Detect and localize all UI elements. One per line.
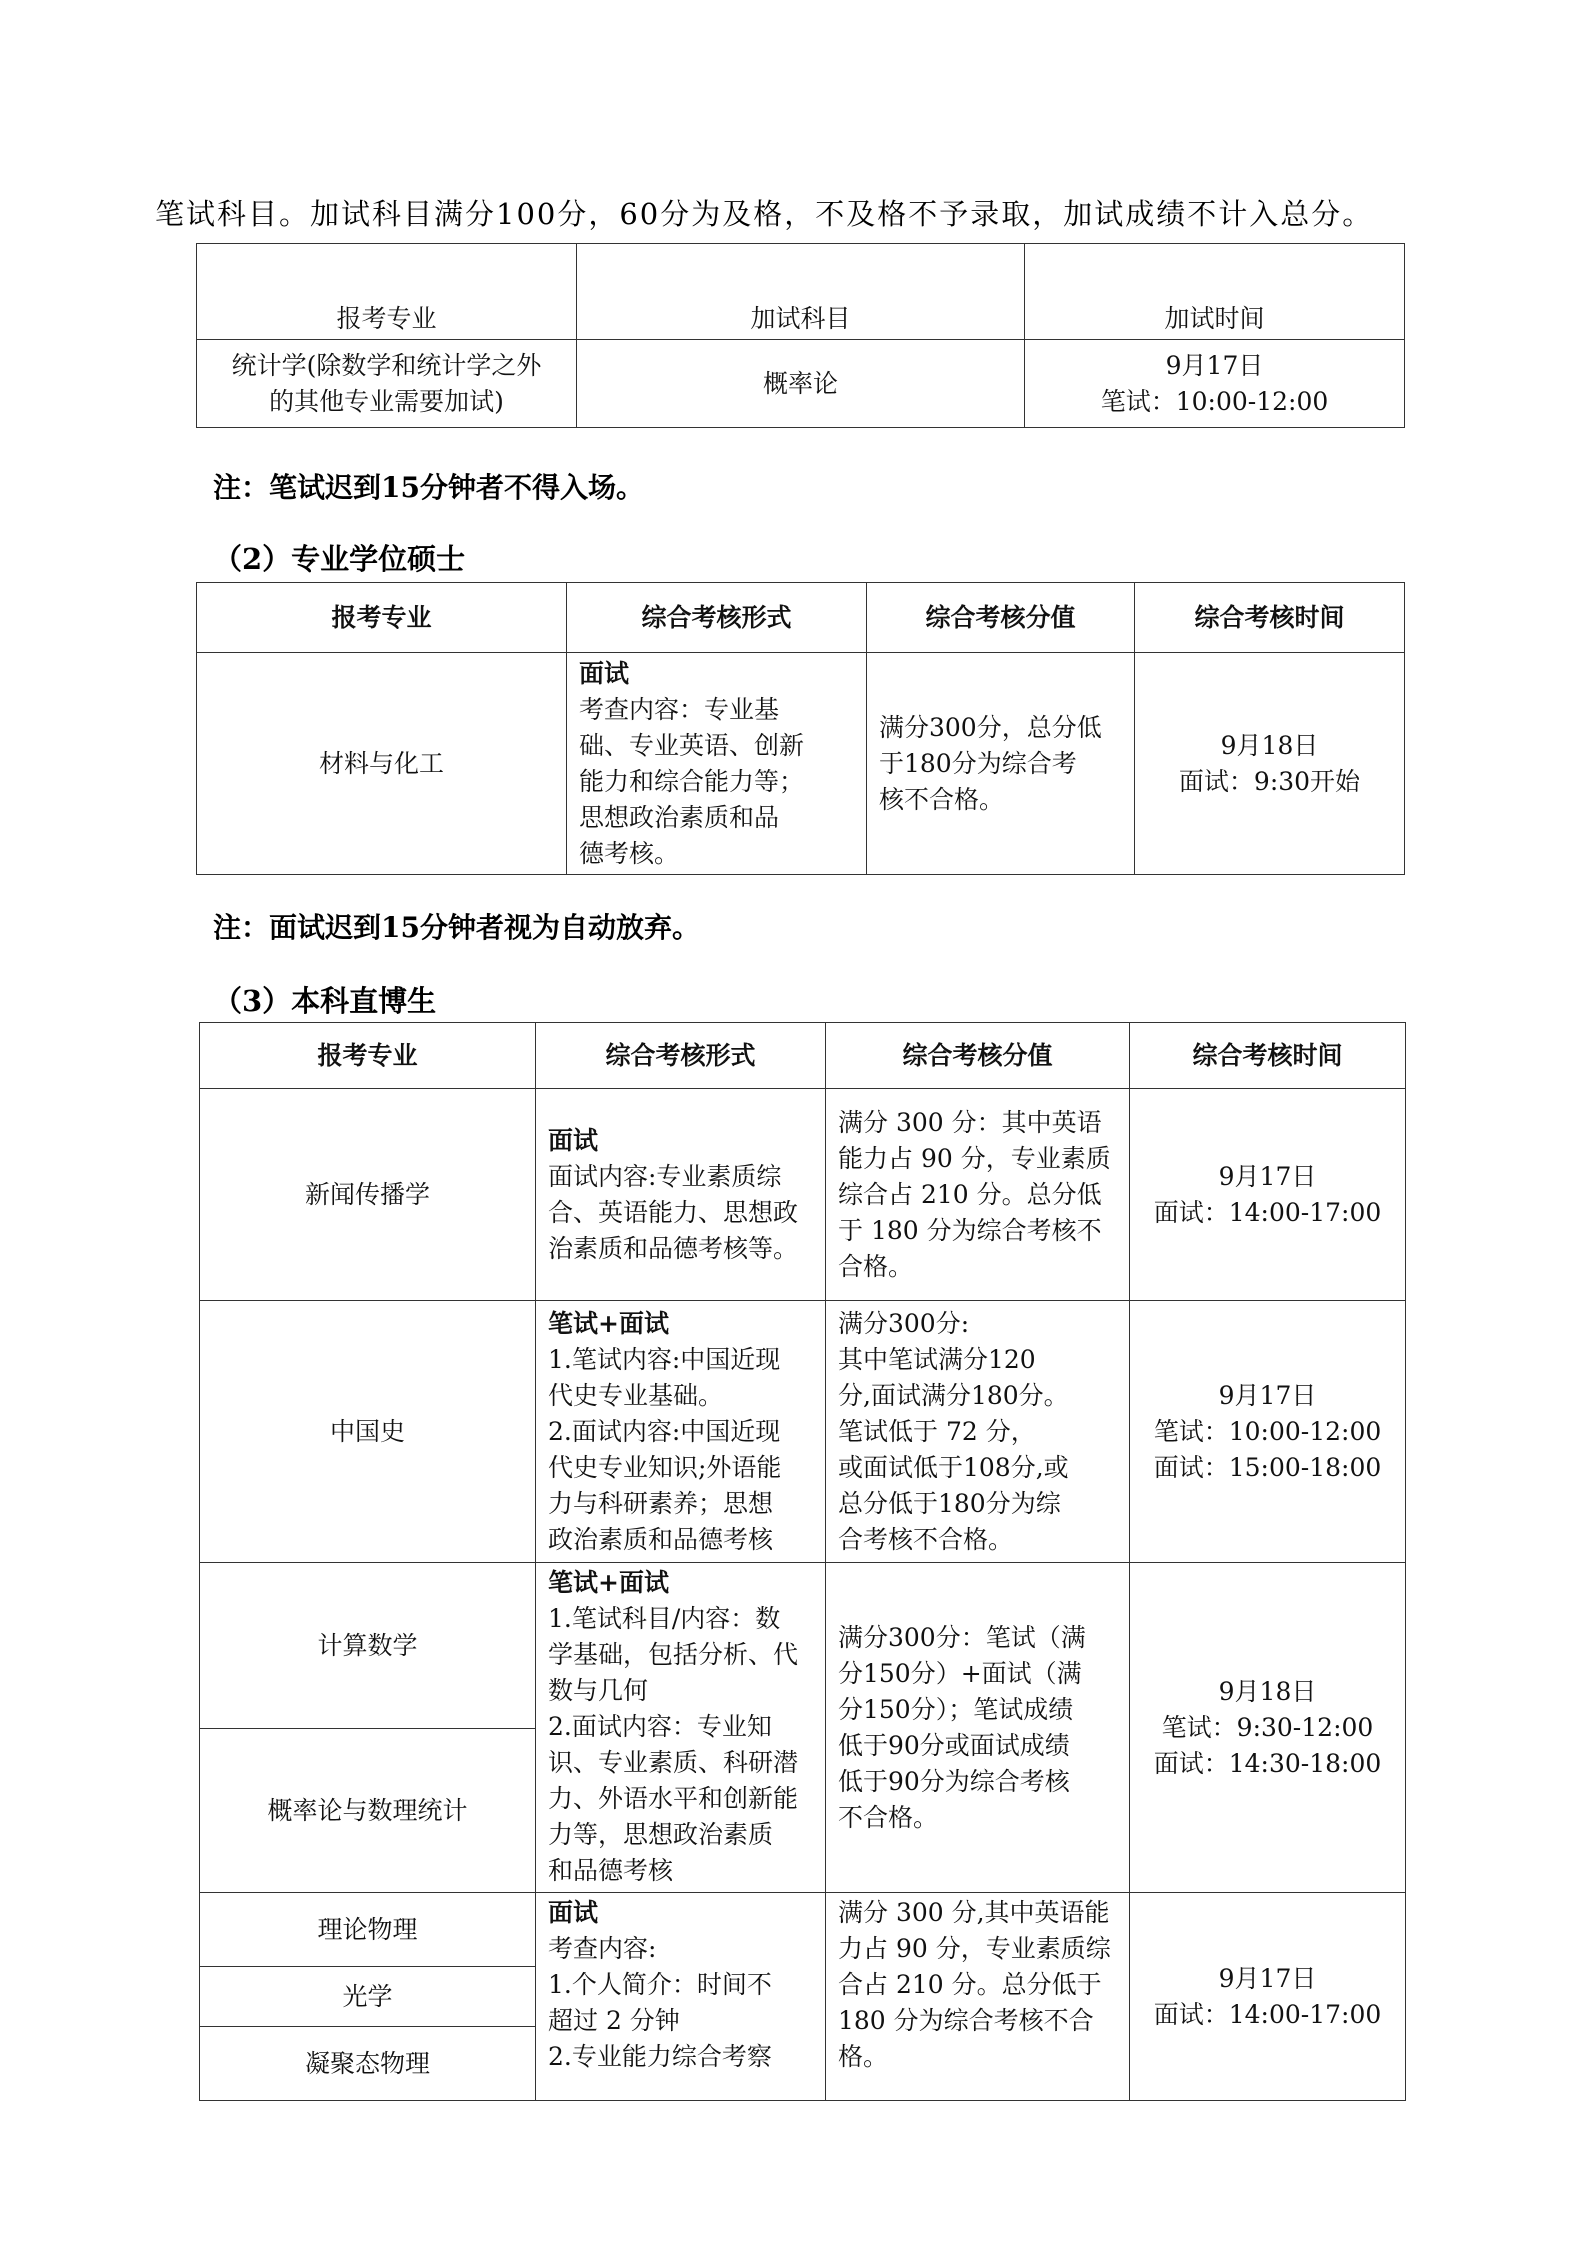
cell-score: 满分300分：笔试（满 分150分）+面试（满 分150分）；笔试成绩 低于90分或面试成绩 低于90分为综合考核 不合格。 — [826, 1563, 1130, 1893]
cell-time: 9月18日 面试：9:30开始 — [1135, 653, 1405, 875]
cell-major: 概率论与数理统计 — [200, 1729, 536, 1893]
cell-form: 笔试+面试 1.笔试内容:中国近现 代史专业基础。 2.面试内容:中国近现 代史专业知识;外语能 力与科研素养；思想 政治素质和品德考核 — [536, 1301, 826, 1563]
cell-score: 满分300分: 其中笔试满分120 分,面试满分180分。 笔试低于 72 分， 或面试低于108分,或 总分低于180分为综 合考核不合格。 — [826, 1301, 1130, 1563]
table-header-row — [197, 244, 1405, 340]
cell-score: 满分 300 分,其中英语能 力占 90 分，专业素质综 合占 210 分。总分低于 180 分为综合考核不合 格。 — [826, 1893, 1130, 2101]
table-header-row — [197, 583, 1405, 653]
header-major: 报考专业 — [200, 1023, 536, 1089]
cell-extra-subject: 概率论 — [577, 340, 1025, 428]
cell-score: 满分300分，总分低 于180分为综合考 核不合格。 — [867, 653, 1135, 875]
form-title: 笔试+面试 — [548, 1568, 669, 1597]
table-direct-phd — [199, 1022, 1406, 2101]
header-score: 综合考核分值 — [867, 583, 1135, 653]
table-header-row — [200, 1023, 1406, 1089]
table-extra-exam — [196, 243, 1405, 428]
header-time: 综合考核时间 — [1135, 583, 1405, 653]
note-interview-late: 注：面试迟到15分钟者视为自动放弃。 — [213, 911, 700, 944]
cell-major: 计算数学 — [200, 1563, 536, 1729]
cell-form: 面试 考查内容：专业基 础、专业英语、创新 能力和综合能力等； 思想政治素质和品 德考核。 — [567, 653, 867, 875]
header-score: 综合考核分值 — [826, 1023, 1130, 1089]
section-heading-direct-phd: （3）本科直博生 — [213, 984, 437, 1018]
table-professional-master — [196, 582, 1405, 875]
table-row — [200, 1563, 1406, 1729]
header-form: 综合考核形式 — [536, 1023, 826, 1089]
header-form: 综合考核形式 — [567, 583, 867, 653]
table-row — [197, 340, 1405, 428]
cell-major: 中国史 — [200, 1301, 536, 1563]
cell-form: 笔试+面试 1.笔试科目/内容：数 学基础，包括分析、代 数与几何 2.面试内容：专业知 识、专业素质、科研潜 力、外语水平和创新能 力等，思想政治素质 和品德考核 — [536, 1563, 826, 1893]
cell-time: 9月18日 笔试：9:30-12:00 面试：14:30-18:00 — [1130, 1563, 1406, 1893]
form-title: 面试 — [548, 1898, 599, 1927]
table-row — [200, 1893, 1406, 1967]
header-major: 报考专业 — [197, 244, 577, 340]
cell-major: 凝聚态物理 — [200, 2027, 536, 2101]
cell-score: 满分 300 分：其中英语 能力占 90 分，专业素质 综合占 210 分。总分低 于 180 分为综合考核不 合格。 — [826, 1089, 1130, 1301]
cell-extra-time: 9月17日 笔试：10:00-12:00 — [1025, 340, 1405, 428]
cell-time: 9月17日 面试：14:00-17:00 — [1130, 1089, 1406, 1301]
table-row — [197, 653, 1405, 875]
header-time: 综合考核时间 — [1130, 1023, 1406, 1089]
cell-time: 9月17日 笔试：10:00-12:00 面试：15:00-18:00 — [1130, 1301, 1406, 1563]
cell-major: 统计学(除数学和统计学之外 的其他专业需要加试) — [197, 340, 577, 428]
cell-major: 理论物理 — [200, 1893, 536, 1967]
header-extra-time: 加试时间 — [1025, 244, 1405, 340]
cell-form: 面试 面试内容:专业素质综 合、英语能力、思想政 治素质和品德考核等。 — [536, 1089, 826, 1301]
cell-major: 新闻传播学 — [200, 1089, 536, 1301]
form-title: 面试 — [548, 1125, 599, 1155]
cell-major: 材料与化工 — [197, 653, 567, 875]
form-title: 笔试+面试 — [548, 1308, 669, 1338]
header-major: 报考专业 — [197, 583, 567, 653]
table-row — [200, 1301, 1406, 1563]
cell-major: 光学 — [200, 1967, 536, 2027]
cell-form: 面试 考查内容: 1.个人简介：时间不 超过 2 分钟 2.专业能力综合考察 — [536, 1893, 826, 2101]
note-written-late: 注：笔试迟到15分钟者不得入场。 — [213, 471, 644, 504]
header-extra-subject: 加试科目 — [577, 244, 1025, 340]
table-row — [200, 1089, 1406, 1301]
intro-line: 笔试科目。加试科目满分100分，60分为及格，不及格不予录取，加试成绩不计入总分。 — [155, 197, 1374, 231]
cell-time: 9月17日 面试：14:00-17:00 — [1130, 1893, 1406, 2101]
form-title: 面试 — [579, 658, 630, 688]
section-heading-professional-master: （2）专业学位硕士 — [213, 542, 466, 576]
